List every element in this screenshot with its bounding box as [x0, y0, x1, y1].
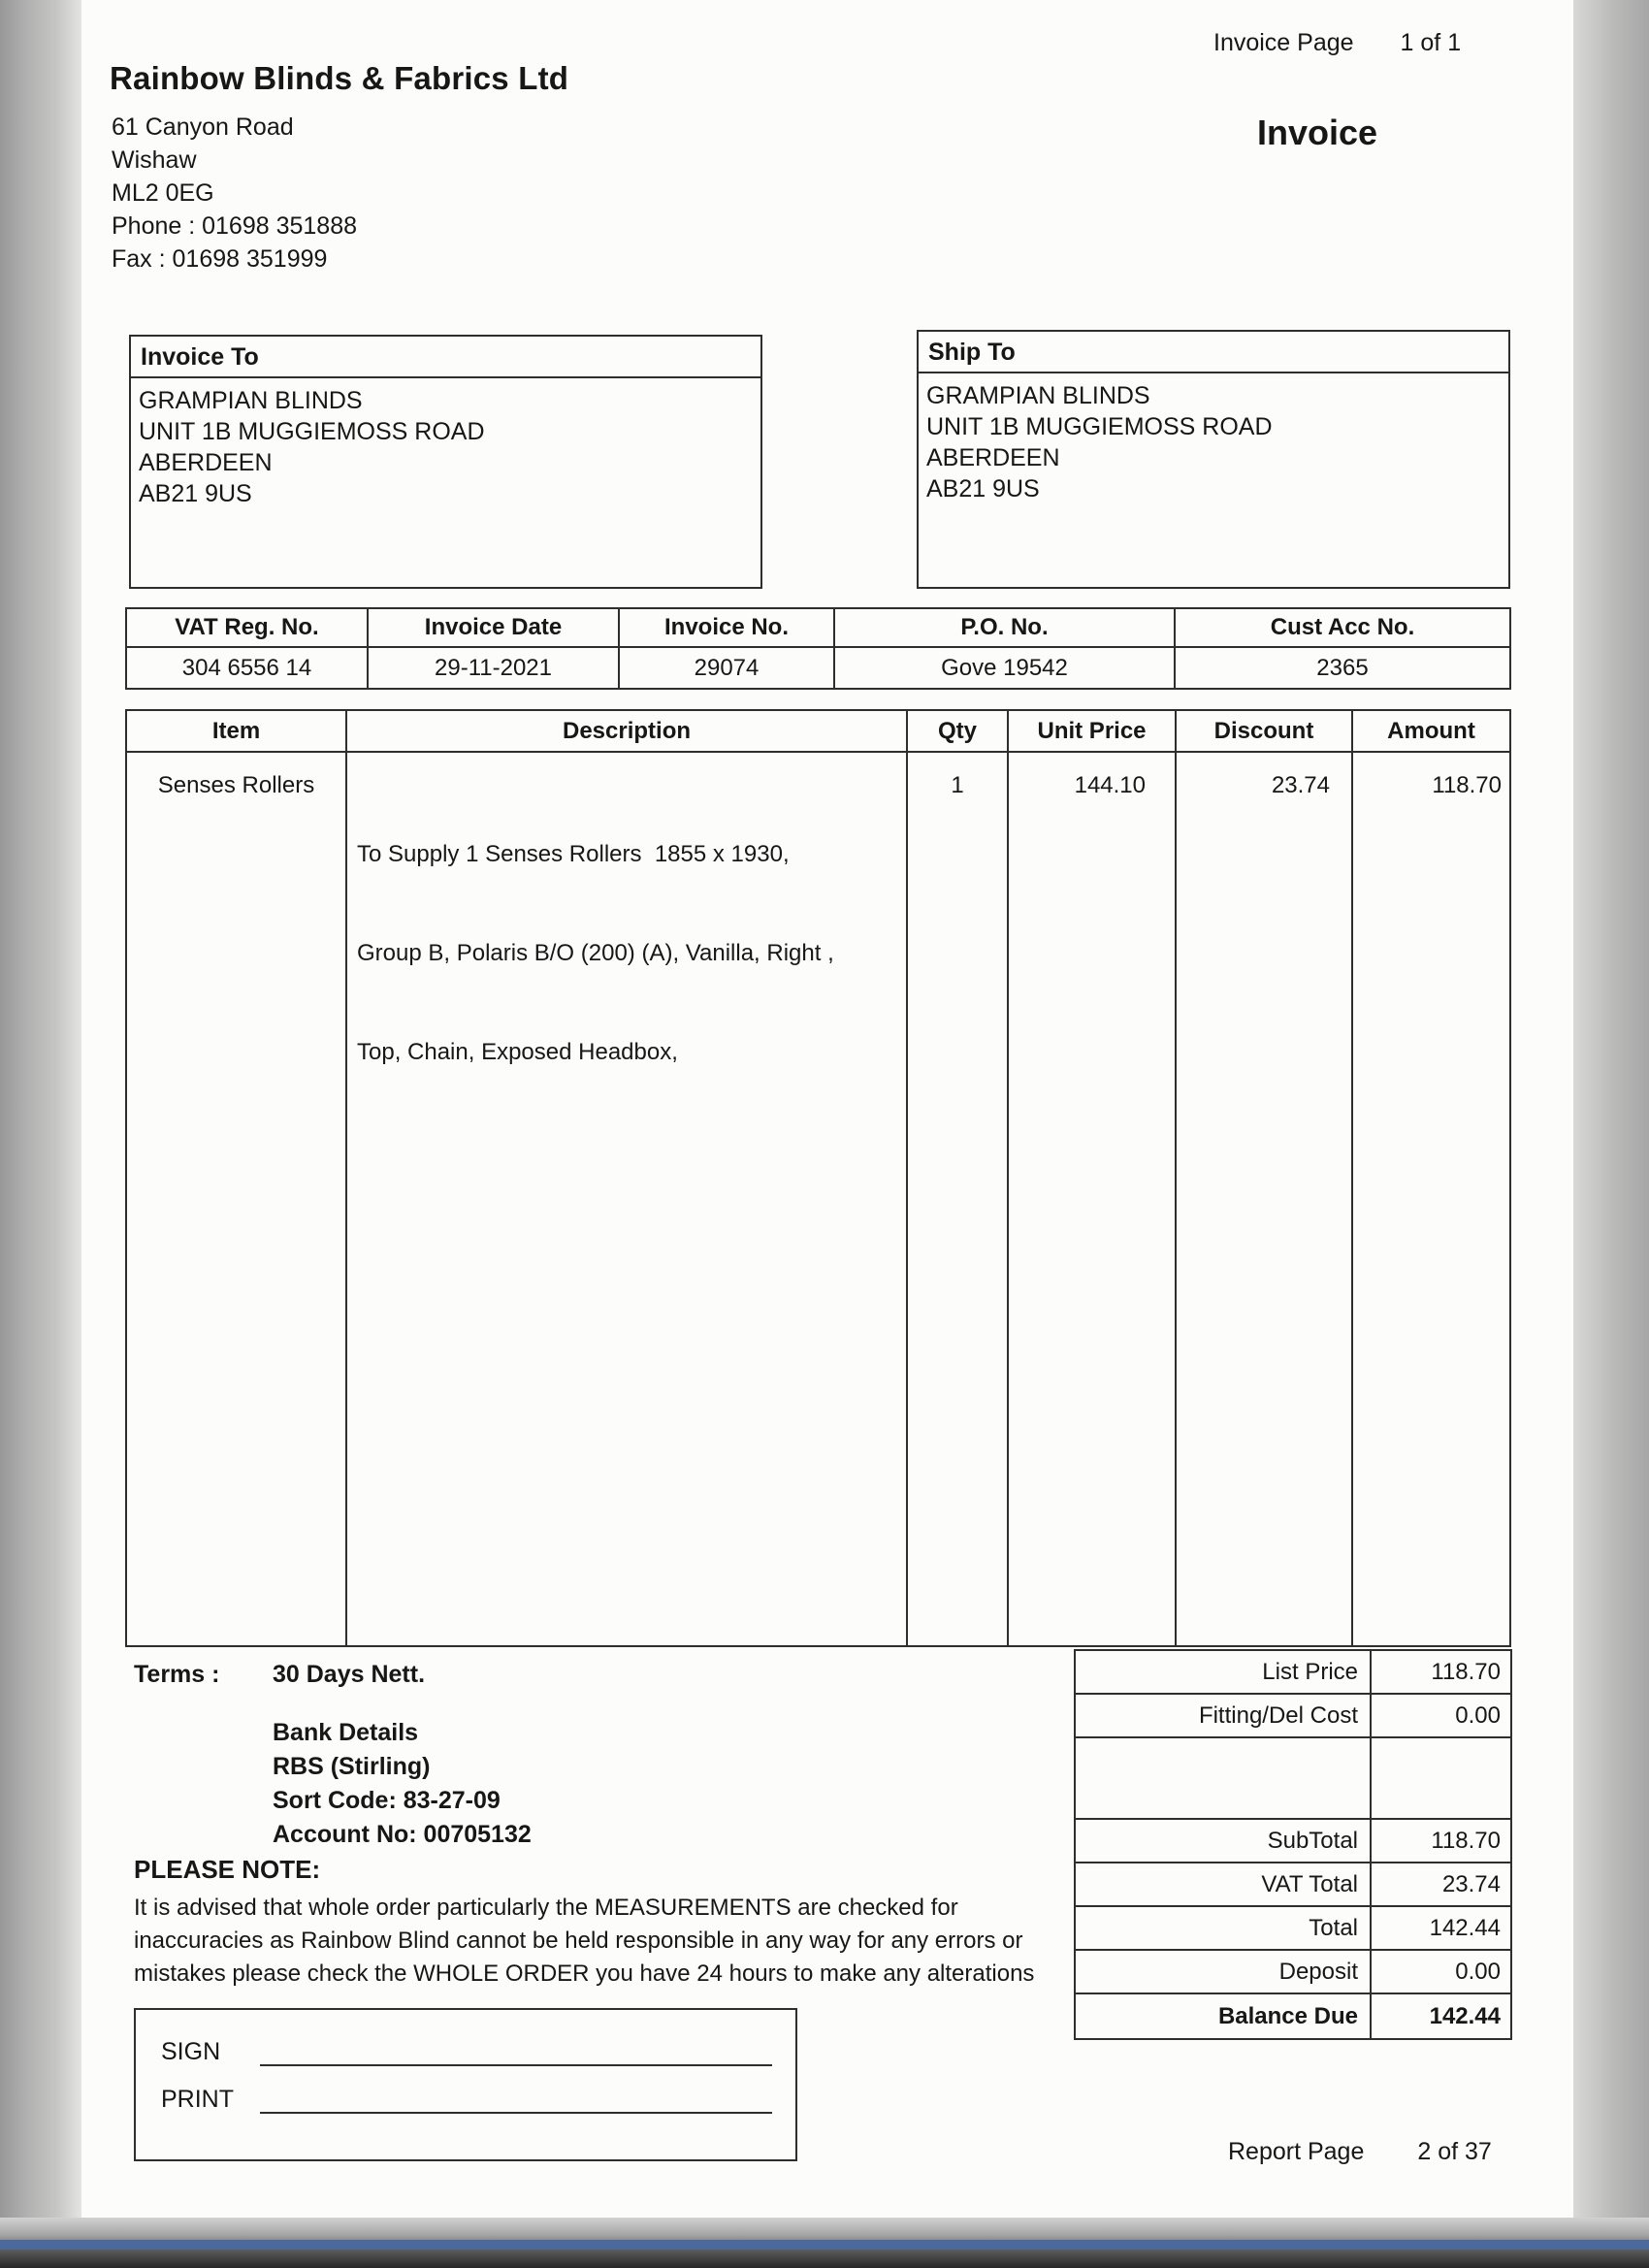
bank-details	[273, 1716, 532, 1852]
meta-value-invoice-no: 29074	[620, 648, 835, 688]
sign-row	[161, 2031, 795, 2066]
line-items-table	[125, 709, 1511, 1647]
print-line	[260, 2085, 772, 2114]
totals-spacer-row	[1076, 1738, 1510, 1820]
totals-label: List Price	[1076, 1651, 1372, 1693]
ship-to-address	[919, 373, 1508, 504]
ship-to-line: AB21 9US	[926, 475, 1040, 502]
invoice-to-line: GRAMPIAN BLINDS	[139, 387, 363, 414]
company-address	[112, 111, 357, 275]
totals-row-vat-total	[1076, 1863, 1510, 1907]
bank-account-no: Account No: 00705132	[273, 1821, 532, 1848]
invoice-page-label: Invoice Page	[1213, 29, 1354, 56]
company-address-line: 61 Canyon Road	[112, 113, 294, 141]
totals-value: 118.70	[1431, 1658, 1501, 1685]
item-unit-price-cell: 144.10	[1009, 753, 1177, 1645]
meta-header-invoice-no: Invoice No.	[620, 609, 835, 648]
totals-value: 142.44	[1429, 1914, 1501, 1941]
item-qty-cell: 1	[908, 753, 1009, 1645]
totals-row-fitting-del	[1076, 1695, 1510, 1738]
items-header-amount: Amount	[1353, 711, 1509, 753]
ship-to-line: UNIT 1B MUGGIEMOSS ROAD	[926, 413, 1273, 440]
items-header-qty: Qty	[908, 711, 1009, 753]
terms-label: Terms :	[134, 1661, 220, 1688]
report-page-value: 2 of 37	[1417, 2138, 1492, 2165]
items-header-description: Description	[347, 711, 908, 753]
meta-value-date: 29-11-2021	[369, 648, 620, 688]
meta-header-vat: VAT Reg. No.	[127, 609, 369, 648]
item-description-line: Group B, Polaris B/O (200) (A), Vanilla, Right ,	[357, 940, 834, 966]
ship-to-box	[917, 330, 1510, 589]
company-phone: Phone : 01698 351888	[112, 212, 358, 240]
totals-label: Fitting/Del Cost	[1076, 1695, 1372, 1736]
terms-value: 30 Days Nett.	[273, 1661, 426, 1688]
please-note-heading: PLEASE NOTE:	[134, 1855, 321, 1884]
invoice-meta-table	[125, 607, 1511, 690]
totals-label: Deposit	[1076, 1951, 1372, 1993]
items-header-discount: Discount	[1177, 711, 1353, 753]
meta-header-date: Invoice Date	[369, 609, 620, 648]
meta-value-vat: 304 6556 14	[127, 648, 369, 688]
company-address-line: Wishaw	[112, 146, 197, 174]
meta-value-cust-acc: 2365	[1316, 654, 1369, 681]
meta-header-cust-acc: Cust Acc No.	[1176, 609, 1509, 648]
totals-label: SubTotal	[1076, 1820, 1372, 1862]
meta-header-po-no: P.O. No.	[835, 609, 1176, 648]
item-name-cell: Senses Rollers	[127, 753, 347, 1645]
bank-details-heading: Bank Details	[273, 1719, 419, 1746]
item-description-line: To Supply 1 Senses Rollers 1855 x 1930,	[357, 841, 790, 867]
print-row	[161, 2079, 795, 2114]
company-address-line: ML2 0EG	[112, 179, 214, 207]
totals-box	[1074, 1649, 1512, 2040]
totals-label: Total	[1076, 1907, 1372, 1949]
invoice-to-line: AB21 9US	[139, 480, 252, 507]
company-name: Rainbow Blinds & Fabrics Ltd	[110, 60, 569, 96]
totals-row-list-price	[1076, 1651, 1510, 1695]
disclaimer-line: It is advised that whole order particularly the MEASUREMENTS are checked for	[134, 1895, 958, 1921]
scan-edge-left	[0, 0, 81, 2268]
items-header-item: Item	[127, 711, 347, 753]
disclaimer-line: inaccuracies as Rainbow Blind cannot be held responsible in any way for any errors or	[134, 1928, 1023, 1954]
document-title: Invoice	[1257, 113, 1378, 152]
invoice-to-line: ABERDEEN	[139, 449, 273, 476]
totals-value: 0.00	[1455, 1701, 1501, 1729]
totals-row-total	[1076, 1907, 1510, 1951]
item-discount-cell: 23.74	[1177, 753, 1353, 1645]
item-description-line: Top, Chain, Exposed Headbox,	[357, 1039, 678, 1065]
meta-value-po-no: Gove 19542	[835, 648, 1176, 688]
signature-box	[134, 2008, 797, 2161]
totals-value: 118.70	[1431, 1827, 1501, 1854]
terms-row	[134, 1661, 425, 1689]
invoice-to-label: Invoice To	[131, 337, 760, 378]
invoice-page-value: 1 of 1	[1400, 29, 1462, 56]
invoice-to-address	[131, 378, 760, 509]
totals-row-subtotal	[1076, 1820, 1510, 1863]
totals-row-balance-due	[1076, 1994, 1510, 2038]
totals-value: 0.00	[1455, 1958, 1501, 1985]
sign-line	[260, 2037, 772, 2066]
company-fax: Fax : 01698 351999	[112, 245, 328, 273]
invoice-page-indicator	[1213, 29, 1461, 57]
totals-label: VAT Total	[1076, 1863, 1372, 1905]
print-label: PRINT	[161, 2086, 234, 2113]
disclaimer-text	[134, 1892, 1034, 1991]
report-page-label: Report Page	[1228, 2138, 1365, 2165]
totals-value: 23.74	[1441, 1870, 1501, 1897]
scan-bottom-blue-line	[0, 2240, 1649, 2250]
ship-to-line: GRAMPIAN BLINDS	[926, 382, 1150, 409]
sign-label: SIGN	[161, 2038, 221, 2065]
totals-row-deposit	[1076, 1951, 1510, 1994]
report-page-indicator	[1228, 2138, 1492, 2166]
items-header-unit-price: Unit Price	[1009, 711, 1177, 753]
totals-value: 142.44	[1429, 2002, 1501, 2029]
ship-to-line: ABERDEEN	[926, 444, 1060, 471]
invoice-to-box	[129, 335, 762, 589]
invoice-to-line: UNIT 1B MUGGIEMOSS ROAD	[139, 418, 485, 445]
bank-sort-code: Sort Code: 83-27-09	[273, 1787, 501, 1814]
bank-name: RBS (Stirling)	[273, 1753, 431, 1780]
totals-label: Balance Due	[1076, 1994, 1372, 2038]
ship-to-label: Ship To	[919, 332, 1508, 373]
scan-edge-right	[1573, 0, 1649, 2268]
item-description-cell	[347, 753, 908, 1645]
item-amount-cell: 118.70	[1432, 772, 1502, 798]
disclaimer-line: mistakes please check the WHOLE ORDER you have 24 hours to make any alterations	[134, 1960, 1035, 1987]
